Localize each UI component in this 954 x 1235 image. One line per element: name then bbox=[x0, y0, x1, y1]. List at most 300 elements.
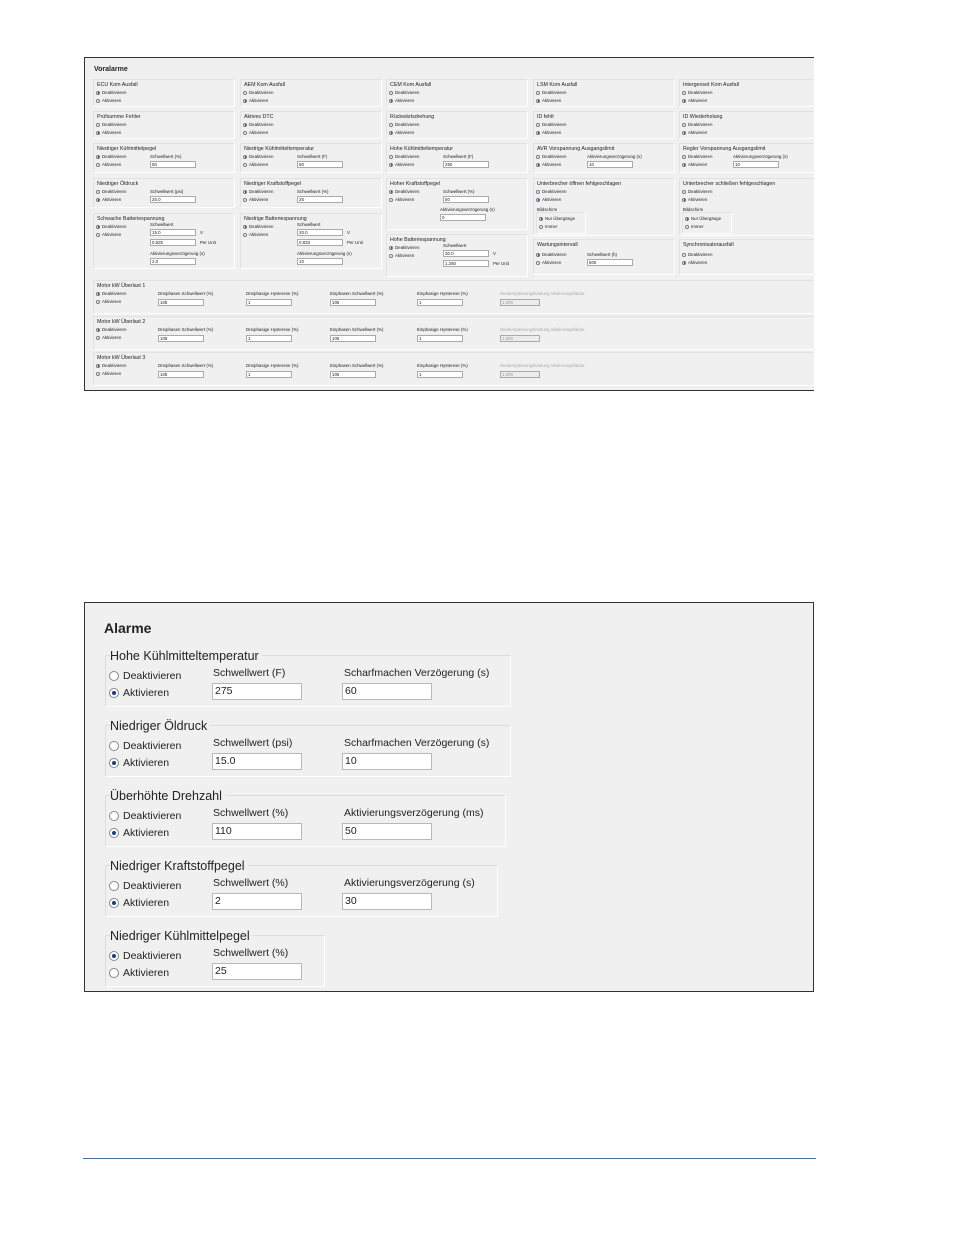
radio-circle-icon[interactable] bbox=[109, 688, 119, 698]
radio-label: Aktivieren bbox=[542, 197, 562, 202]
radio-circle-icon[interactable] bbox=[96, 300, 100, 304]
radio-label: Deaktivieren bbox=[102, 122, 127, 127]
threshold-input[interactable]: 110 bbox=[212, 823, 302, 840]
motor-field-label-1: Dreiphasen Schwellwert (%) bbox=[158, 291, 214, 296]
voralarm-7-deactivate-radio[interactable] bbox=[389, 122, 419, 127]
radio-label: Deaktivieren bbox=[123, 740, 182, 752]
motor-field-input-4[interactable]: 1 bbox=[417, 371, 463, 378]
radio-circle-icon[interactable] bbox=[682, 99, 686, 103]
voralarm-16-deactivate-radio[interactable] bbox=[243, 189, 273, 194]
voralarm-section-3 bbox=[533, 79, 675, 107]
threshold-label: Schwellwert bbox=[150, 222, 174, 227]
radio-circle-icon[interactable] bbox=[109, 968, 119, 978]
radio-circle-icon[interactable] bbox=[96, 198, 100, 202]
alarm-group-2 bbox=[105, 789, 506, 847]
voralarm-4-activate-radio[interactable] bbox=[682, 98, 707, 103]
motor-1-deactivate-radio[interactable] bbox=[96, 327, 126, 332]
section-title: Unterbrecher öffnen fehlgeschlagen bbox=[537, 181, 622, 187]
maintenance-activate-radio[interactable] bbox=[536, 260, 561, 265]
radio-circle-icon[interactable] bbox=[243, 163, 247, 167]
voralarm-2-activate-radio[interactable] bbox=[389, 98, 414, 103]
radio-circle-icon[interactable] bbox=[96, 99, 100, 103]
section-title: CEM Kom Ausfall bbox=[390, 82, 432, 88]
voralarm-0-activate-radio[interactable] bbox=[96, 98, 121, 103]
alarm-group-title: Überhöhte Drehzahl bbox=[110, 789, 225, 803]
voralarm-section-5 bbox=[93, 111, 235, 139]
motor-field-label-5: Niederspannungsleistung Skalierungsfaktor bbox=[500, 327, 585, 332]
motor-field-input-1[interactable]: 105 bbox=[158, 299, 204, 306]
sync-deactivate-radio[interactable] bbox=[682, 252, 712, 257]
delay-label: Aktivierungsverzögerung (s) bbox=[344, 877, 475, 889]
low_batt-deactivate-radio[interactable] bbox=[243, 224, 273, 229]
motor-field-input-1[interactable]: 105 bbox=[158, 335, 204, 342]
radio-circle-icon[interactable] bbox=[96, 328, 100, 332]
voralarm-17-activate-radio[interactable] bbox=[389, 197, 414, 202]
radio-circle-icon[interactable] bbox=[539, 225, 543, 229]
section-title: Niedriger Kraftstoffpegel bbox=[244, 181, 302, 187]
radio-label: Aktivieren bbox=[395, 162, 415, 167]
radio-circle-icon[interactable] bbox=[682, 253, 686, 257]
motor-field-label-2: Dreiphasige Hysterese (%) bbox=[246, 291, 299, 296]
radio-circle-icon[interactable] bbox=[536, 190, 540, 194]
activate-radio[interactable] bbox=[109, 967, 169, 979]
radio-circle-icon[interactable] bbox=[109, 758, 119, 768]
motor-field-input-2[interactable]: 1 bbox=[246, 299, 292, 306]
voralarm-13-activate-radio[interactable] bbox=[536, 162, 561, 167]
radio-circle-icon[interactable] bbox=[96, 225, 100, 229]
deactivate-radio[interactable] bbox=[109, 810, 181, 822]
delay-label: Aktivierungsverzögerung (s) bbox=[733, 154, 788, 159]
section-title: Aktives DTC bbox=[244, 114, 274, 120]
radio-label: Aktivieren bbox=[102, 197, 122, 202]
radio-label: Aktivieren bbox=[249, 130, 269, 135]
motor-field-input-1[interactable]: 105 bbox=[158, 371, 204, 378]
alarm-group-title: Niedriger Kraftstoffpegel bbox=[110, 859, 248, 873]
radio-label: Deaktivieren bbox=[123, 880, 182, 892]
screen-option-2[interactable] bbox=[539, 224, 557, 229]
delay-input[interactable]: 2.0 bbox=[150, 258, 196, 265]
radio-label: Aktivieren bbox=[123, 827, 170, 839]
motor-field-input-2[interactable]: 1 bbox=[246, 371, 292, 378]
radio-circle-icon[interactable] bbox=[96, 372, 100, 376]
delay-label: Scharfmachen Verzögerung (s) bbox=[344, 667, 490, 679]
threshold-label: Schwellwert (%) bbox=[213, 807, 289, 819]
alarm-group-0 bbox=[105, 649, 511, 707]
radio-circle-icon[interactable] bbox=[96, 155, 100, 159]
threshold-label: Schwellwert bbox=[443, 243, 467, 248]
section-title: Wartungsintervall bbox=[537, 242, 578, 248]
radio-circle-icon[interactable] bbox=[389, 123, 393, 127]
motor-1-activate-radio[interactable] bbox=[96, 335, 121, 340]
deactivate-radio[interactable] bbox=[109, 880, 181, 892]
voralarm-section-14 bbox=[679, 143, 814, 173]
voralarm-3-activate-radio[interactable] bbox=[536, 98, 561, 103]
radio-label: Deaktivieren bbox=[688, 154, 713, 159]
section-title: Niedrige Kühlmitteltemperatur bbox=[244, 146, 315, 152]
voralarme-panel bbox=[84, 57, 814, 391]
radio-circle-icon[interactable] bbox=[536, 131, 540, 135]
radio-label: Deaktivieren bbox=[395, 245, 420, 250]
volt-unit: V bbox=[347, 230, 350, 235]
voralarm-section-motor-2 bbox=[93, 352, 814, 386]
radio-circle-icon[interactable] bbox=[536, 155, 540, 159]
maintenance-deactivate-radio[interactable] bbox=[536, 252, 566, 257]
voralarm-17-deactivate-radio[interactable] bbox=[389, 189, 419, 194]
voralarm-14-activate-radio[interactable] bbox=[682, 162, 707, 167]
radio-label: Deaktivieren bbox=[542, 154, 567, 159]
threshold-label: Schwellwert bbox=[297, 222, 321, 227]
radio-circle-icon[interactable] bbox=[389, 131, 393, 135]
radio-circle-icon[interactable] bbox=[243, 131, 247, 135]
radio-circle-icon[interactable] bbox=[685, 225, 689, 229]
threshold-pu-input[interactable]: 0.625 bbox=[150, 239, 196, 246]
radio-circle-icon[interactable] bbox=[96, 292, 100, 296]
voralarm-11-deactivate-radio[interactable] bbox=[243, 154, 273, 159]
weak_batt-deactivate-radio[interactable] bbox=[96, 224, 126, 229]
radio-label: Aktivieren bbox=[395, 130, 415, 135]
radio-circle-icon[interactable] bbox=[109, 951, 119, 961]
voralarm-7-activate-radio[interactable] bbox=[389, 130, 414, 135]
threshold-input[interactable]: 15.0 bbox=[212, 753, 302, 770]
voralarm-12-activate-radio[interactable] bbox=[389, 162, 414, 167]
voralarm-section-10 bbox=[93, 143, 235, 173]
section-title: Hoher Kraftstoffpegel bbox=[390, 181, 440, 187]
motor-field-label-1: Dreiphasen Schwellwert (%) bbox=[158, 327, 214, 332]
voralarm-section-8 bbox=[533, 111, 675, 139]
voralarm-section-2 bbox=[386, 79, 528, 107]
motor-field-label-5: Niederspannungsleistung Skalierungsfaktor bbox=[500, 363, 585, 368]
radio-circle-icon[interactable] bbox=[109, 811, 119, 821]
page-footer-divider bbox=[83, 1158, 816, 1159]
delay-input[interactable]: 10 bbox=[733, 161, 779, 168]
radio-circle-icon[interactable] bbox=[389, 99, 393, 103]
radio-circle-icon[interactable] bbox=[96, 336, 100, 340]
radio-circle-icon[interactable] bbox=[682, 131, 686, 135]
voralarm-section-16 bbox=[240, 178, 382, 208]
radio-circle-icon[interactable] bbox=[109, 898, 119, 908]
delay-input[interactable]: 60 bbox=[342, 683, 432, 700]
motor-field-label-4: Einphasige Hysterese (%) bbox=[417, 327, 468, 332]
delay-input[interactable]: 0 bbox=[440, 214, 486, 221]
screen-group bbox=[536, 212, 586, 234]
voralarm-10-activate-radio[interactable] bbox=[96, 162, 121, 167]
threshold-pu-input[interactable]: 1.250 bbox=[443, 260, 489, 267]
radio-label: Aktivieren bbox=[688, 162, 708, 167]
radio-circle-icon[interactable] bbox=[109, 671, 119, 681]
screen-option-1[interactable] bbox=[685, 216, 721, 221]
threshold-label: Schwellwert (%) bbox=[443, 189, 475, 194]
screen-option-1[interactable] bbox=[539, 216, 575, 221]
radio-circle-icon[interactable] bbox=[682, 155, 686, 159]
radio-circle-icon[interactable] bbox=[109, 741, 119, 751]
volt-unit: V bbox=[493, 251, 496, 256]
voralarm-section-high_batt bbox=[386, 234, 528, 277]
radio-label: Aktivieren bbox=[102, 162, 122, 167]
breaker_open-deactivate-radio[interactable] bbox=[536, 189, 566, 194]
deactivate-radio[interactable] bbox=[109, 740, 181, 752]
voralarm-3-deactivate-radio[interactable] bbox=[536, 90, 566, 95]
section-title: Motor kW Überlast 2 bbox=[97, 319, 146, 325]
radio-circle-icon[interactable] bbox=[389, 163, 393, 167]
motor-0-deactivate-radio[interactable] bbox=[96, 291, 126, 296]
motor-field-input-4[interactable]: 1 bbox=[417, 299, 463, 306]
radio-circle-icon[interactable] bbox=[96, 163, 100, 167]
activate-radio[interactable] bbox=[109, 827, 169, 839]
radio-circle-icon[interactable] bbox=[243, 91, 247, 95]
voralarm-9-deactivate-radio[interactable] bbox=[682, 122, 712, 127]
radio-circle-icon[interactable] bbox=[243, 198, 247, 202]
voralarm-5-deactivate-radio[interactable] bbox=[96, 122, 126, 127]
threshold-input[interactable]: 50 bbox=[150, 161, 196, 168]
section-title: AEM Kom Ausfall bbox=[244, 82, 285, 88]
radio-circle-icon[interactable] bbox=[536, 253, 540, 257]
threshold-input[interactable]: 2 bbox=[212, 893, 302, 910]
voralarm-1-deactivate-radio[interactable] bbox=[243, 90, 273, 95]
motor-field-input-3[interactable]: 105 bbox=[330, 299, 376, 306]
radio-label: Aktivieren bbox=[249, 232, 269, 237]
voralarm-6-activate-radio[interactable] bbox=[243, 130, 268, 135]
low_batt-activate-radio[interactable] bbox=[243, 232, 268, 237]
radio-label: Aktivieren bbox=[123, 897, 170, 909]
section-title: Niedriger Öldruck bbox=[97, 181, 139, 187]
radio-label: Deaktivieren bbox=[123, 950, 182, 962]
radio-label: Aktivieren bbox=[395, 253, 415, 258]
threshold-input[interactable]: 250 bbox=[443, 161, 489, 168]
voralarm-5-activate-radio[interactable] bbox=[96, 130, 121, 135]
voralarm-0-deactivate-radio[interactable] bbox=[96, 90, 126, 95]
voralarm-13-deactivate-radio[interactable] bbox=[536, 154, 566, 159]
voralarme-title: Voralarme bbox=[94, 66, 128, 73]
radio-label: Deaktivieren bbox=[542, 122, 567, 127]
alarm-group-3 bbox=[105, 859, 498, 917]
radio-label: Aktivieren bbox=[102, 335, 122, 340]
radio-circle-icon[interactable] bbox=[389, 246, 393, 250]
threshold-pu-input[interactable]: 0.833 bbox=[297, 239, 343, 246]
radio-label: Deaktivieren bbox=[102, 224, 127, 229]
section-title: Motor kW Überlast 3 bbox=[97, 355, 146, 361]
radio-circle-icon[interactable] bbox=[536, 123, 540, 127]
radio-label: Nur Übergänge bbox=[691, 216, 722, 221]
radio-circle-icon[interactable] bbox=[96, 233, 100, 237]
voralarm-section-6 bbox=[240, 111, 382, 139]
screen-label: Bildschirm bbox=[683, 207, 704, 212]
section-title: AVR Vorspannung Ausgangslimit bbox=[537, 146, 615, 152]
breaker_close-deactivate-radio[interactable] bbox=[682, 189, 712, 194]
delay-label: Aktivierungsverzögerung (s) bbox=[440, 207, 495, 212]
motor-2-deactivate-radio[interactable] bbox=[96, 363, 126, 368]
voralarm-section-sync bbox=[679, 239, 814, 275]
radio-label: Deaktivieren bbox=[102, 189, 127, 194]
radio-circle-icon[interactable] bbox=[685, 217, 689, 221]
radio-label: Aktivieren bbox=[688, 197, 708, 202]
radio-label: Deaktivieren bbox=[395, 90, 420, 95]
radio-label: Immer bbox=[691, 224, 704, 229]
threshold-input[interactable]: 275 bbox=[212, 683, 302, 700]
radio-circle-icon[interactable] bbox=[243, 155, 247, 159]
motor-field-input-2[interactable]: 1 bbox=[246, 335, 292, 342]
voralarm-2-deactivate-radio[interactable] bbox=[389, 90, 419, 95]
motor-field-input-3[interactable]: 105 bbox=[330, 335, 376, 342]
radio-label: Aktivieren bbox=[542, 260, 562, 265]
radio-circle-icon[interactable] bbox=[243, 225, 247, 229]
radio-circle-icon[interactable] bbox=[389, 254, 393, 258]
voralarm-16-activate-radio[interactable] bbox=[243, 197, 268, 202]
radio-circle-icon[interactable] bbox=[243, 233, 247, 237]
motor-field-input-4[interactable]: 1 bbox=[417, 335, 463, 342]
voralarm-15-deactivate-radio[interactable] bbox=[96, 189, 126, 194]
radio-circle-icon[interactable] bbox=[96, 364, 100, 368]
screen-label: Bildschirm bbox=[537, 207, 558, 212]
radio-label: Aktivieren bbox=[542, 98, 562, 103]
radio-circle-icon[interactable] bbox=[96, 131, 100, 135]
radio-circle-icon[interactable] bbox=[539, 217, 543, 221]
screen-option-2[interactable] bbox=[685, 224, 703, 229]
breaker_open-activate-radio[interactable] bbox=[536, 197, 561, 202]
activate-radio[interactable] bbox=[109, 687, 169, 699]
radio-circle-icon[interactable] bbox=[96, 91, 100, 95]
radio-circle-icon[interactable] bbox=[96, 190, 100, 194]
radio-circle-icon[interactable] bbox=[536, 198, 540, 202]
alarm-group-title: Niedriger Kühlmittelpegel bbox=[110, 929, 253, 943]
high_batt-deactivate-radio[interactable] bbox=[389, 245, 419, 250]
voralarm-8-deactivate-radio[interactable] bbox=[536, 122, 566, 127]
voralarm-section-15 bbox=[93, 178, 235, 208]
alarme-panel bbox=[84, 602, 814, 992]
motor-field-input-5: 1.000 bbox=[500, 335, 540, 342]
threshold-label: Schwellwert (psi) bbox=[150, 189, 184, 194]
radio-circle-icon[interactable] bbox=[682, 163, 686, 167]
threshold-input[interactable]: 25 bbox=[297, 196, 343, 203]
threshold-label: Schwellwert (%) bbox=[213, 877, 289, 889]
radio-circle-icon[interactable] bbox=[536, 163, 540, 167]
section-title: ECU Kom Ausfall bbox=[97, 82, 138, 88]
radio-circle-icon[interactable] bbox=[682, 123, 686, 127]
voralarm-1-activate-radio[interactable] bbox=[243, 98, 268, 103]
voralarm-8-activate-radio[interactable] bbox=[536, 130, 561, 135]
radio-circle-icon[interactable] bbox=[536, 99, 540, 103]
radio-label: Deaktivieren bbox=[102, 154, 127, 159]
deactivate-radio[interactable] bbox=[109, 670, 181, 682]
voralarm-11-activate-radio[interactable] bbox=[243, 162, 268, 167]
radio-circle-icon[interactable] bbox=[243, 190, 247, 194]
sync-activate-radio[interactable] bbox=[682, 260, 707, 265]
voralarm-section-0 bbox=[93, 79, 235, 107]
weak_batt-activate-radio[interactable] bbox=[96, 232, 121, 237]
radio-circle-icon[interactable] bbox=[109, 881, 119, 891]
delay-input[interactable]: 10 bbox=[297, 258, 343, 265]
activate-radio[interactable] bbox=[109, 757, 169, 769]
voralarm-section-7 bbox=[386, 111, 528, 139]
delay-input[interactable]: 10 bbox=[587, 161, 633, 168]
section-title: LSM Kom Ausfall bbox=[537, 82, 578, 88]
radio-label: Aktivieren bbox=[123, 687, 170, 699]
threshold-volt-input[interactable]: 20.0 bbox=[297, 229, 343, 236]
radio-circle-icon[interactable] bbox=[243, 123, 247, 127]
threshold-label: Schwellwert (psi) bbox=[213, 737, 293, 749]
voralarm-6-deactivate-radio[interactable] bbox=[243, 122, 273, 127]
voralarm-10-deactivate-radio[interactable] bbox=[96, 154, 126, 159]
motor-0-activate-radio[interactable] bbox=[96, 299, 121, 304]
voralarm-section-11 bbox=[240, 143, 382, 173]
delay-input[interactable]: 10 bbox=[342, 753, 432, 770]
section-title: Intergenset Kom Ausfall bbox=[683, 82, 739, 88]
voralarm-12-deactivate-radio[interactable] bbox=[389, 154, 419, 159]
voralarm-15-activate-radio[interactable] bbox=[96, 197, 121, 202]
alarm-group-1 bbox=[105, 719, 511, 777]
radio-circle-icon[interactable] bbox=[389, 155, 393, 159]
threshold-input[interactable]: 500 bbox=[587, 259, 633, 266]
radio-circle-icon[interactable] bbox=[96, 123, 100, 127]
voralarm-14-deactivate-radio[interactable] bbox=[682, 154, 712, 159]
motor-field-label-4: Einphasige Hysterese (%) bbox=[417, 291, 468, 296]
radio-label: Deaktivieren bbox=[102, 327, 127, 332]
threshold-volt-input[interactable]: 30.0 bbox=[443, 250, 489, 257]
threshold-label: Schwellwert (%) bbox=[213, 947, 289, 959]
motor-field-label-3: Einphasen Schwellwert (%) bbox=[330, 327, 384, 332]
voralarm-section-low_batt bbox=[240, 213, 382, 269]
voralarm-section-17 bbox=[386, 178, 528, 230]
delay-input[interactable]: 30 bbox=[342, 893, 432, 910]
breaker_close-activate-radio[interactable] bbox=[682, 197, 707, 202]
radio-circle-icon[interactable] bbox=[109, 828, 119, 838]
deactivate-radio[interactable] bbox=[109, 950, 181, 962]
threshold-volt-input[interactable]: 15.0 bbox=[150, 229, 196, 236]
alarm-group-title: Niedriger Öldruck bbox=[110, 719, 210, 733]
radio-circle-icon[interactable] bbox=[682, 261, 686, 265]
voralarm-9-activate-radio[interactable] bbox=[682, 130, 707, 135]
threshold-input[interactable]: 50 bbox=[443, 196, 489, 203]
radio-label: Deaktivieren bbox=[542, 189, 567, 194]
radio-label: Aktivieren bbox=[542, 130, 562, 135]
radio-label: Aktivieren bbox=[102, 371, 122, 376]
radio-label: Deaktivieren bbox=[123, 670, 182, 682]
section-title: Schwache Batteriespannung bbox=[97, 216, 165, 222]
threshold-input[interactable]: 25 bbox=[212, 963, 302, 980]
motor-field-input-3[interactable]: 105 bbox=[330, 371, 376, 378]
motor-2-activate-radio[interactable] bbox=[96, 371, 121, 376]
radio-circle-icon[interactable] bbox=[389, 198, 393, 202]
activate-radio[interactable] bbox=[109, 897, 169, 909]
voralarm-section-weak_batt bbox=[93, 213, 235, 269]
delay-label: Aktivierungsverzögerung (s) bbox=[150, 251, 205, 256]
radio-circle-icon[interactable] bbox=[682, 91, 686, 95]
delay-input[interactable]: 50 bbox=[342, 823, 432, 840]
threshold-label: Schwellwert (F) bbox=[213, 667, 286, 679]
voralarm-4-deactivate-radio[interactable] bbox=[682, 90, 712, 95]
radio-circle-icon[interactable] bbox=[536, 261, 540, 265]
delay-label: Aktivierungsverzögerung (ms) bbox=[344, 807, 484, 819]
radio-label: Aktivieren bbox=[542, 162, 562, 167]
radio-label: Deaktivieren bbox=[688, 189, 713, 194]
threshold-input[interactable]: 25.0 bbox=[150, 196, 196, 203]
radio-label: Aktivieren bbox=[249, 162, 269, 167]
radio-circle-icon[interactable] bbox=[682, 190, 686, 194]
radio-circle-icon[interactable] bbox=[682, 198, 686, 202]
voralarm-section-12 bbox=[386, 143, 528, 173]
threshold-input[interactable]: 50 bbox=[297, 161, 343, 168]
radio-label: Aktivieren bbox=[123, 967, 170, 979]
radio-circle-icon[interactable] bbox=[389, 190, 393, 194]
radio-circle-icon[interactable] bbox=[243, 99, 247, 103]
radio-circle-icon[interactable] bbox=[389, 91, 393, 95]
radio-label: Aktivieren bbox=[249, 197, 269, 202]
radio-label: Deaktivieren bbox=[688, 122, 713, 127]
alarm-group-title: Hohe Kühlmitteltemperatur bbox=[110, 649, 262, 663]
voralarm-section-maintenance bbox=[533, 239, 675, 275]
radio-circle-icon[interactable] bbox=[536, 91, 540, 95]
high_batt-activate-radio[interactable] bbox=[389, 253, 414, 258]
motor-field-label-4: Einphasige Hysterese (%) bbox=[417, 363, 468, 368]
